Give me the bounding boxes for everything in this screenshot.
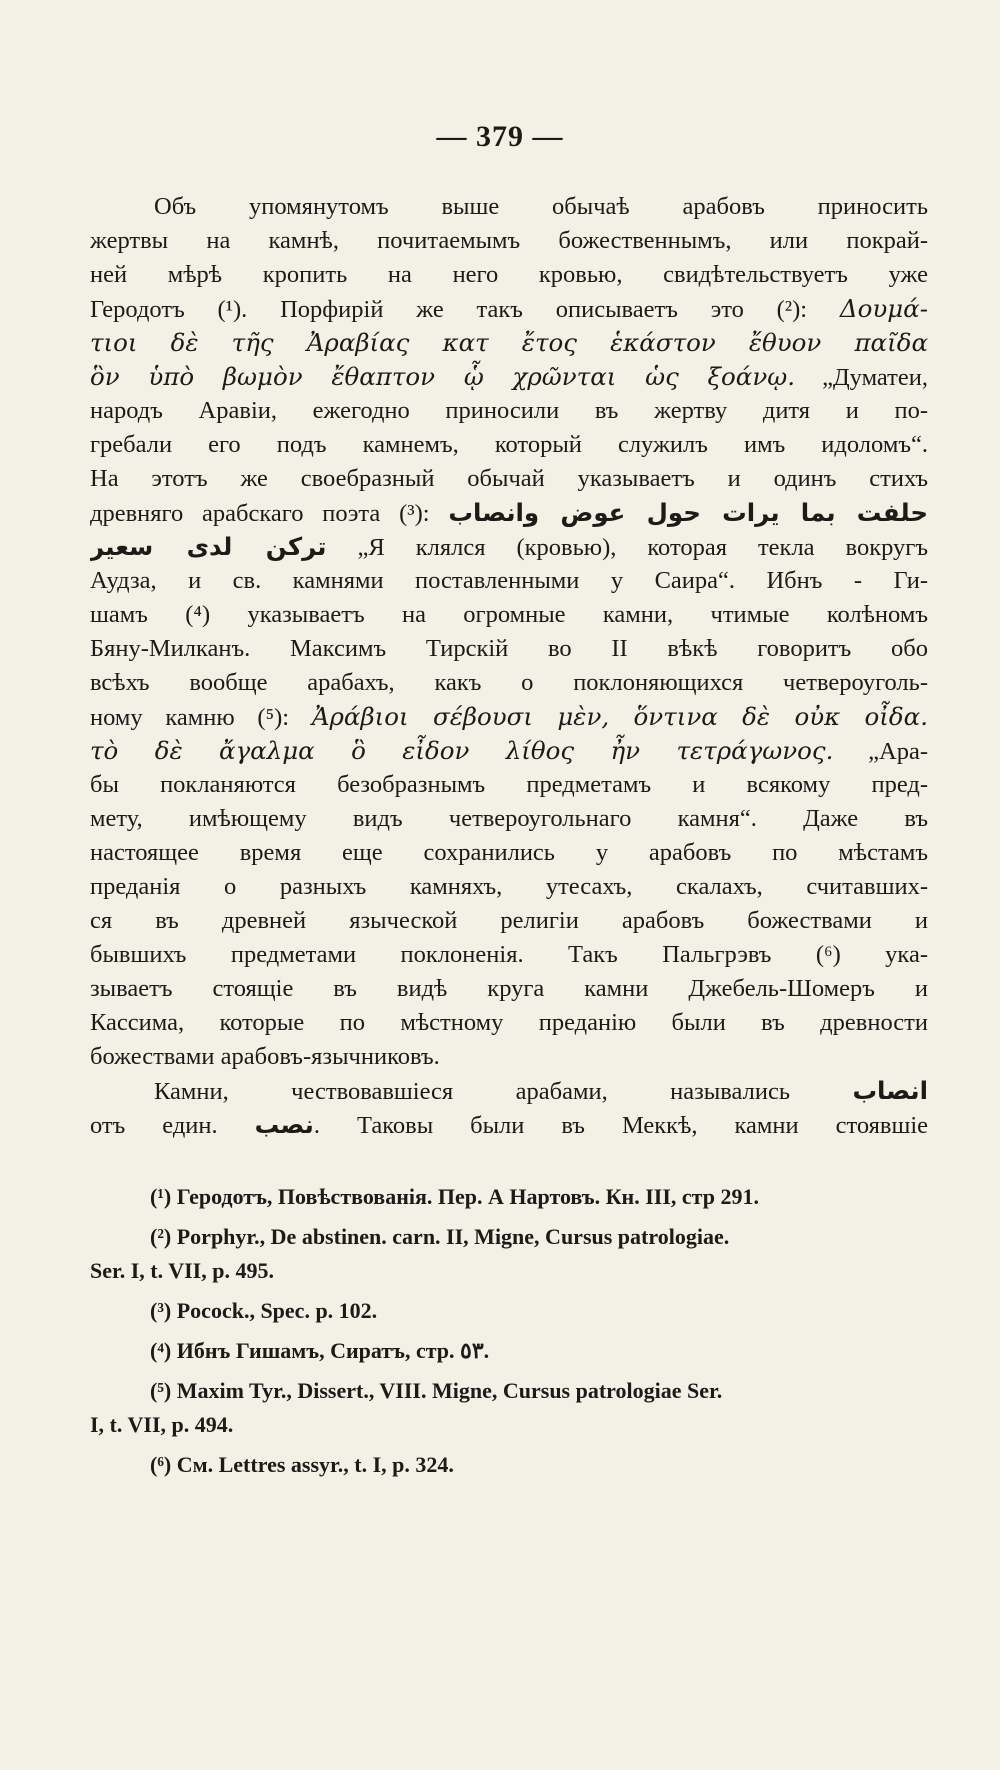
- text-segment: всѣхъ вообще арабахъ, какъ о поклоняющихся четвероуголь-: [90, 669, 928, 696]
- greek-quote: Ἀράβιοι σέβουσι μὲν, ὅντινα δὲ οὐκ οἶδα.: [311, 702, 928, 731]
- arabic-text: نصب: [254, 1110, 314, 1139]
- text-segment: шамъ (⁴) указываетъ на огромные камни, чтимые колѣномъ: [90, 601, 928, 628]
- text-segment: Камни, чествовавшіеся арабами, назывались: [154, 1078, 853, 1105]
- text-segment: народъ Аравіи, ежегодно приносили въ жертву дитя и по-: [90, 397, 928, 424]
- text-segment: Бяну-Милканъ. Максимъ Тирскій во II вѣкѣ говоритъ обо: [90, 635, 928, 662]
- text-line: [90, 1006, 928, 1040]
- text-segment: „Думатеи,: [795, 364, 928, 391]
- text-segment: ному камню (⁵):: [90, 704, 312, 731]
- text-line: [90, 190, 928, 224]
- text-segment: Геродотъ (¹). Порфирій же такъ описываетъ это (²):: [90, 296, 840, 323]
- text-line: [90, 836, 928, 870]
- text-segment: божествами арабовъ-язычниковъ.: [90, 1043, 440, 1070]
- text-line: [90, 598, 928, 632]
- text-line: [90, 224, 928, 258]
- footnote: (¹) Геродотъ, Повѣствованія. Пер. А Нартовъ. Кн. III, стр 291.: [150, 1184, 759, 1209]
- text-segment: мету, имѣющему видъ четвероугольнаго камня“. Даже въ: [90, 805, 928, 832]
- text-line: [90, 258, 928, 292]
- text-line: [90, 564, 928, 598]
- text-segment: „Ара-: [833, 738, 928, 765]
- footnote: Ser. I, t. VII, p. 495.: [90, 1258, 274, 1283]
- text-segment: ней мѣрѣ кропить на него кровью, свидѣтельствуетъ уже: [90, 261, 928, 288]
- greek-quote: ὃν ὑπὸ βωμὸν ἔθαπτον ᾧ χρῶνται ὡς ξοάνῳ.: [90, 362, 795, 391]
- text-line: [90, 802, 928, 836]
- text-line: [90, 530, 928, 564]
- body-text: [90, 190, 928, 1142]
- text-segment: преданія о разныхъ камняхъ, утесахъ, скалахъ, считавших-: [90, 873, 928, 900]
- text-line: [90, 1074, 928, 1108]
- text-line: [90, 428, 928, 462]
- text-segment: „Я клялся (кровью), которая текла вокругъ: [326, 534, 928, 561]
- page-number: — 379 —: [436, 120, 564, 153]
- text-segment: На этотъ же своебразный обычай указываетъ и одинъ стихъ: [90, 465, 928, 492]
- footnotes: [90, 1180, 928, 1488]
- text-line: [90, 360, 928, 394]
- arabic-text: حلفت بما يرات حول عوض وانصاب: [448, 498, 928, 527]
- arabic-text: انصاب: [852, 1076, 928, 1105]
- text-segment: Объ упомянутомъ выше обычаѣ арабовъ приносить: [154, 193, 928, 220]
- text-line: [90, 734, 928, 768]
- text-line: [90, 972, 928, 1006]
- text-line: [90, 666, 928, 700]
- text-segment: бы покланяются безобразнымъ предметамъ и всякому пред-: [90, 771, 928, 798]
- arabic-text: تركن لدى سعير: [90, 532, 327, 561]
- footnote: (⁵) Maxim Tyr., Dissert., VIII. Migne, Cursus patrologiae Ser.: [150, 1378, 723, 1403]
- text-segment: бывшихъ предметами поклоненія. Такъ Пальгрэвъ (⁶) ука-: [90, 941, 928, 968]
- footnote: (⁴) Ибнъ Гишамъ, Сиратъ, стр. ٥٣.: [150, 1338, 490, 1363]
- text-line: [90, 700, 928, 734]
- text-segment: Аудза, и св. камнями поставленными у Саира“. Ибнъ - Ги-: [90, 567, 928, 594]
- text-line: [90, 632, 928, 666]
- text-segment: Кассима, которые по мѣстному преданію были въ древности: [90, 1009, 928, 1036]
- text-line: [90, 768, 928, 802]
- text-segment: ся въ древней языческой религіи арабовъ божествами и: [90, 907, 928, 934]
- text-line: [90, 1040, 928, 1074]
- footnote: I, t. VII, p. 494.: [90, 1412, 234, 1437]
- text-line: [90, 326, 928, 360]
- text-segment: жертвы на камнѣ, почитаемымъ божественнымъ, или покрай-: [90, 227, 928, 254]
- text-segment: гребали его подъ камнемъ, который служилъ имъ идоломъ“.: [90, 431, 928, 458]
- text-line: [90, 394, 928, 428]
- text-segment: отъ един.: [90, 1112, 255, 1139]
- footnote: (⁶) См. Lettres assyr., t. I, p. 324.: [150, 1452, 454, 1477]
- footnote: (³) Pocock., Spec. p. 102.: [150, 1298, 378, 1323]
- text-segment: зываетъ стоящіе въ видѣ круга камни Джебель-Шомеръ и: [90, 975, 928, 1002]
- text-line: [90, 1108, 928, 1142]
- text-line: [90, 496, 928, 530]
- text-segment: древняго арабскаго поэта (³):: [90, 500, 449, 527]
- text-segment: . Таковы были въ Меккѣ, камни стоявшіе: [313, 1112, 928, 1139]
- text-line: [90, 870, 928, 904]
- text-line: [90, 938, 928, 972]
- greek-quote: τὸ δὲ ἄγαλμα ὃ εἶδον λίθος ἦν τετράγωνος.: [90, 736, 834, 765]
- footnote: (²) Porphyr., De abstinen. carn. II, Migne, Cursus patrologiae.: [150, 1224, 730, 1249]
- text-line: [90, 904, 928, 938]
- greek-quote: τιοι δὲ τῆς Ἀραβίας κατ ἔτος ἑκάστον ἔθυον παῖδα: [90, 328, 928, 357]
- text-line: [90, 292, 928, 326]
- greek-quote: Δουμά-: [839, 294, 928, 323]
- text-segment: настоящее время еще сохранились у арабовъ по мѣстамъ: [90, 839, 928, 866]
- text-line: [90, 462, 928, 496]
